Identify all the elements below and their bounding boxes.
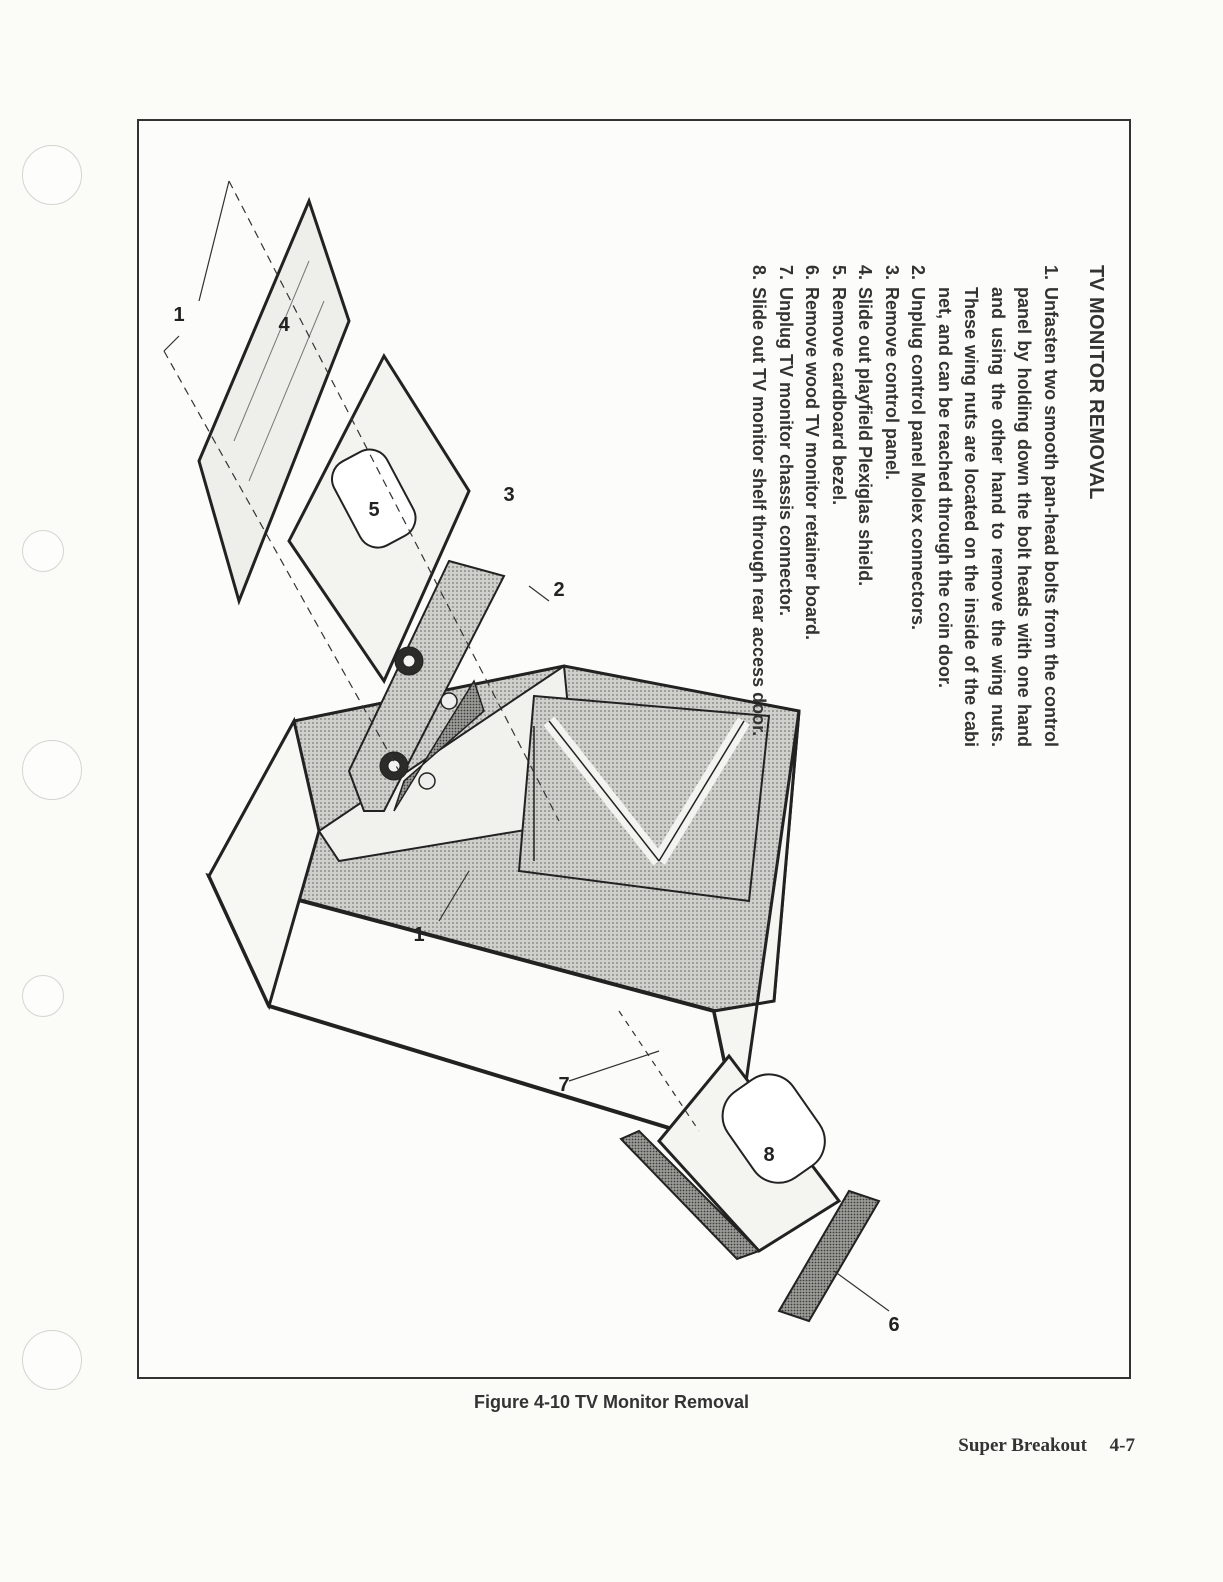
instruction-step: 1. Unfasten two smooth pan-head bolts from the control panel by holding down the bolt heads with one hand and using the other hand to remove the wing nuts. These wing nuts are located on the inside of the cabi net, and can be reached through the coin door. <box>935 265 1061 747</box>
instruction-step: 7. Unplug TV monitor chassis connector. <box>776 265 796 617</box>
binder-hole <box>22 145 82 205</box>
callout-6: 6 <box>888 1314 900 1336</box>
callout-1: 1 <box>173 304 185 326</box>
figure-frame <box>137 119 1131 1379</box>
binder-hole <box>22 740 82 800</box>
binder-hole <box>22 1330 82 1390</box>
callout-7: 7 <box>558 1074 570 1096</box>
callout-2: 2 <box>553 579 565 601</box>
instruction-step: 6. Remove wood TV monitor retainer board. <box>802 265 823 641</box>
cabinet <box>209 666 799 1131</box>
callout-4: 4 <box>278 314 290 336</box>
instruction-step: 5. Remove cardboard bezel. <box>829 265 849 506</box>
footer-title: Super Breakout <box>958 1435 1087 1456</box>
callout-1: 1 <box>413 924 425 946</box>
callout-8: 8 <box>763 1144 775 1166</box>
instruction-step: 3. Remove control panel. <box>882 265 902 481</box>
binder-hole <box>22 975 64 1017</box>
instructions <box>747 265 1107 1445</box>
callout-5: 5 <box>368 499 380 521</box>
instruction-step: 8. Slide out TV monitor shelf through rear access door. <box>749 265 770 737</box>
page-number: 4-7 <box>1109 1435 1135 1456</box>
instructions-list <box>746 265 1064 1445</box>
binder-hole <box>22 530 64 572</box>
instruction-step: 4. Slide out playfield Plexiglas shield. <box>855 265 876 587</box>
callout-3: 3 <box>503 484 515 506</box>
page-footer <box>958 1435 1135 1457</box>
instructions-heading: TV MONITOR REMOVAL <box>1085 265 1107 500</box>
instruction-step: 2. Unplug control panel Molex connectors. <box>908 265 929 631</box>
figure-caption: Figure 4-10 TV Monitor Removal <box>473 1392 750 1412</box>
